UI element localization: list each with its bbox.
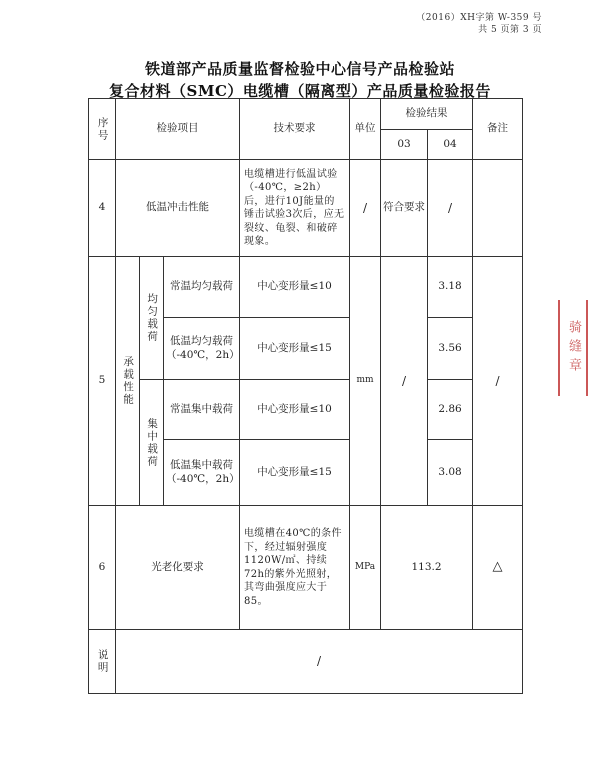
row5-group: 承载性能 [116,257,140,506]
row5c-result-04: 2.86 [428,380,473,440]
row5d-result-04: 3.08 [428,440,473,506]
row5b-item: 低温均匀载荷（-40℃，2h） [164,318,240,380]
row5-result-03: / [381,257,428,506]
table-row [89,506,523,630]
row5a-item: 常温均匀载荷 [164,257,240,318]
row5-unit: mm [350,257,381,506]
col-item-header: 检验项目 [116,99,240,160]
row4-item: 低温冲击性能 [116,160,240,257]
row5-sub-uniform: 均匀载荷 [140,257,164,380]
row6-requirement: 电缆槽在40℃的条件下，经过辐射强度1120W/㎡、持续72h的紫外光照射，其弯曲强度应大于85。 [240,506,350,630]
col-sample-03: 03 [381,130,428,160]
row4-result-04: / [428,160,473,257]
row6-result: 113.2 [381,506,473,630]
notes-value: / [116,630,523,694]
row6-item: 光老化要求 [116,506,240,630]
table-row [89,160,523,257]
col-unit-header: 单位 [350,99,381,160]
row5c-requirement: 中心变形量≤10 [240,380,350,440]
row6-remark: △ [473,506,523,630]
row5b-requirement: 中心变形量≤15 [240,318,350,380]
col-remark-header: 备注 [473,99,523,160]
row5-no: 5 [89,257,116,506]
table-row [89,257,523,318]
header-row [89,99,523,130]
row6-no: 6 [89,506,116,630]
table-row [89,380,523,440]
row5a-requirement: 中心变形量≤10 [240,257,350,318]
row4-result-03: 符合要求 [381,160,428,257]
row4-remark [473,160,523,257]
row5b-result-04: 3.56 [428,318,473,380]
col-sample-04: 04 [428,130,473,160]
page-title: 铁道部产品质量监督检验中心信号产品检验站 [144,60,455,78]
col-requirement-header: 技术要求 [240,99,350,160]
row5d-requirement: 中心变形量≤15 [240,440,350,506]
row5-remark: / [473,257,523,506]
page-subtitle: 复合材料（SMC）电缆槽（隔离型）产品质量检验报告 [109,82,491,100]
notes-label: 说明 [89,630,116,694]
row6-unit: MPa [350,506,381,630]
notes-row [89,630,523,694]
row4-unit: / [350,160,381,257]
page-indicator: 共 5 页第 3 页 [478,25,542,35]
row5-sub-concentrated: 集中载荷 [140,380,164,506]
row4-requirement: 电缆槽进行低温试验（-40℃，≥2h）后，进行10J能量的锤击试验3次后，应无裂纹、龟裂、和破碎现象。 [240,160,350,257]
seam-seal-stamp: 骑缝章 [558,300,588,396]
col-no-header: 序号 [89,99,116,160]
col-results-header: 检验结果 [381,99,473,130]
report-number: （2016）XH字第 W-359 号 [416,13,542,23]
row5c-item: 常温集中载荷 [164,380,240,440]
row5a-result-04: 3.18 [428,257,473,318]
row4-no: 4 [89,160,116,257]
row5d-item: 低温集中载荷（-40℃，2h） [164,440,240,506]
inspection-table [88,98,523,694]
